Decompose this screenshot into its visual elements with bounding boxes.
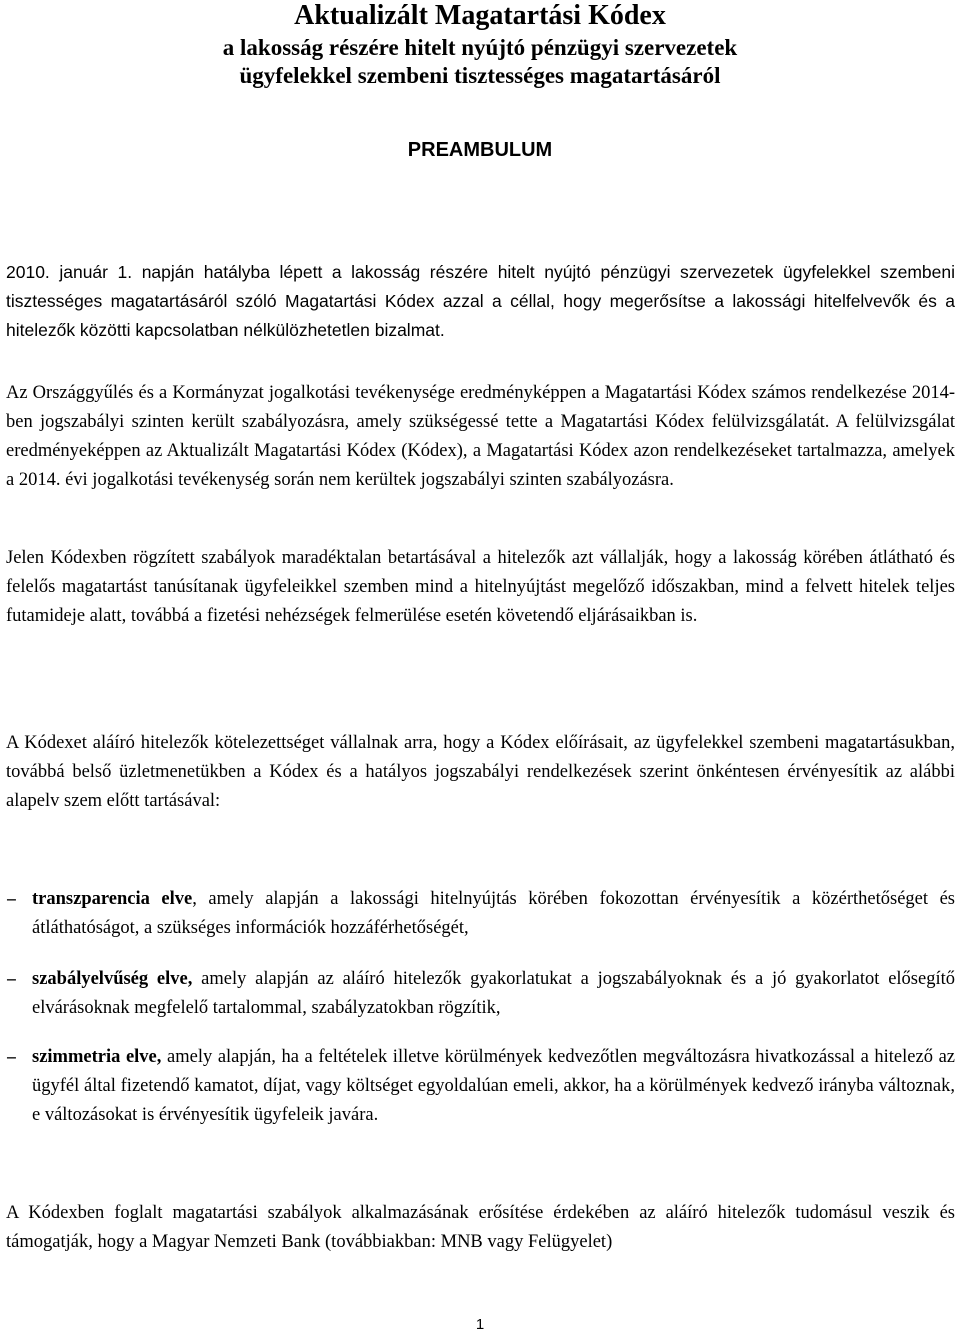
paragraph-1: 2010. január 1. napján hatályba lépett a lakosság részére hitelt nyújtó pénzügyi szervezetek ügyfelekkel szembeni tisztességes magatartásáról szóló Magatartási Kódex azzal a céllal, hogy megerősítse a lakossági hitelfelvevők és a hitelezők közötti kapcsolatban nélkülözhetetlen bizalmat. [6,262,955,340]
dash-bullet-icon: − [6,969,17,990]
principle-text [32,965,955,1023]
paragraph-3: Jelen Kódexben rögzített szabályok maradéktalan betartásával a hitelezők azt vállalják, hogy a lakosság körében átlátható és felelős magatartást tanúsítanak ügyfeleikkel szemben mind a hitelnyújtást megelőző időszakban, mind a felvett hitelek teljes futamideje alatt, továbbá a fizetési nehézségek felmerülése esetén követendő eljárásaikban is. [6,548,955,626]
principle-description: amely alapján, ha a feltételek illetve körülmények kedvezőtlen megváltozásra hivatkozással a hitelező az ügyfél által fizetendő kamatot, díjat, vagy költséget egyoldalúan emeli, akkor, ha a körülmények kedvező irányba változnak, e változásokat is érvényesítik ügyfeleik javára. [32,1047,955,1125]
principle-term: szimmetria elve, [32,1047,162,1067]
paragraph-4: A Kódexet aláíró hitelezők kötelezettséget vállalnak arra, hogy a Kódex előírásait, az ügyfelekkel szembeni magatartásukban, továbbá belső üzletmenetükben a Kódex és a hatályos jogszabályi rendelkezések szerint önkéntesen érvényesítik az alábbi alapelv szem előtt tartásával: [6,733,955,811]
principle-term: szabályelvűség elve, [32,969,193,989]
principle-item-transparency [6,885,955,943]
principle-term: transzparencia elve [32,889,193,909]
principle-text [32,1043,955,1130]
document-title: Aktualizált Magatartási Kódex [294,0,666,31]
section-heading-preamble: PREAMBULUM [407,139,553,161]
paragraph-5: A Kódexben foglalt magatartási szabályok alkalmazásának erősítése érdekében az aláíró hitelezők tudomásul veszik és támogatják, hogy a Magyar Nemzeti Bank (továbbiakban: MNB vagy Felügyelet) [6,1203,955,1252]
dash-bullet-icon: − [6,1047,17,1068]
dash-bullet-icon: − [6,889,17,910]
paragraph-2: Az Országgyűlés és a Kormányzat jogalkotási tevékenysége eredményképpen a Magatartási Kódex számos rendelkezése 2014-ben jogszabályi szinten került szabályozásra, amely szükségessé tette a Magatartási Kódex felülvizsgálatát. A felülvizsgálat eredményeképpen az Aktualizált Magatartási Kódex (Kódex), a Magatartási Kódex azon rendelkezéseket tartalmazza, amelyek a 2014. évi jogalkotási tevékenység során nem kerültek jogszabályi szinten szabályozásra. [6,383,955,490]
principle-item-rule-based [6,965,955,1023]
document-subtitle-line2: ügyfelekkel szembeni tisztességes magatartásáról [239,63,721,88]
page-number: 1 [475,1316,485,1333]
document-subtitle-line1: a lakosság részére hitelt nyújtó pénzügyi szervezetek [222,35,738,60]
principle-text [32,885,955,943]
principle-description: amely alapján az aláíró hitelezők gyakorlatukat a jogszabályoknak és a jó gyakorlatot elősegítő elvárásoknak megfelelő tartalommal, szabályzatokban rögzítik, [32,969,955,1018]
principle-description: , amely alapján a lakossági hitelnyújtás körében fokozottan érvényesítik a közérthetőséget és átláthatóságot, a szükséges információk hozzáférhetőségét, [32,889,955,938]
principle-item-symmetry [6,1043,955,1130]
